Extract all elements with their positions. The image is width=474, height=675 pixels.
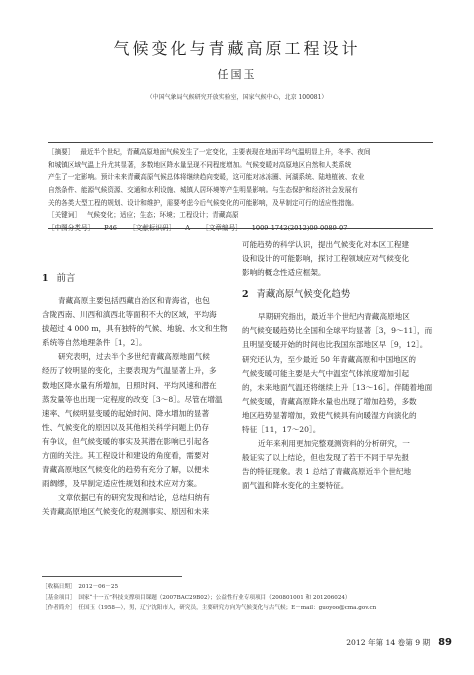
text-line: 系统等自然地理条件［1，2］。 [42, 338, 147, 348]
footnote-received: ［收稿日期］ 2012－06－25 [42, 584, 119, 590]
author-name: 任国玉 [217, 68, 257, 81]
text-line: 文章依据已有的研究发现和结论，总结归纳有 [58, 493, 210, 503]
section-1-number: 1 [42, 273, 49, 284]
text-line: 设和设计的可能影响，探讨工程领域应对气候变化 [242, 254, 410, 264]
abstract-text: 最近半个世纪，青藏高原地面气候发生了一定变化，主要表现在地面平均气温明显上升，冬季、夜间 [80, 148, 371, 156]
right-column [242, 238, 433, 494]
keywords-text: 气候变化；适应；生态；环境；工程设计；青藏高原 [86, 211, 239, 220]
text-line: 地区趋势显著增加，致使气候具有向暖湿方向演化的 [242, 410, 417, 420]
section-2-number: 2 [242, 289, 249, 301]
text-line: 告的特征现象。表 1 总结了青藏高原近半个世纪地 [242, 467, 412, 477]
abstract-top-rule [48, 142, 433, 143]
text-line: 性、气候变化的原因以及其他相关科学问题上仍存 [42, 422, 210, 432]
text-line: 有争议，但气候变暖的事实及其潜在影响已引起各 [42, 436, 210, 446]
keywords-label: ［关键词］ [48, 211, 81, 220]
text-line: 气候变暖可能主要是大气中温室气体浓度增加引起 [242, 368, 410, 378]
text-line: 的气候变暖趋势比全国和全球平均显著［3，9～11］，而 [242, 326, 433, 336]
footnote-rule [42, 576, 182, 577]
text-line: 蒸发量等也出现一定程度的改变［3～8］。尽管在增温 [42, 394, 223, 404]
text-line: 经历了较明显的变化，主要表现为气温显著上升，多 [42, 366, 217, 376]
abstract-label: ［摘要］ [48, 148, 75, 156]
text-line: 数地区降水量有所增加，日照时间、平均风速和潜在 [42, 380, 217, 390]
article-number-label: ［文章编号］ [202, 224, 242, 233]
clc-value: P46 [104, 224, 117, 233]
text-line: 研究还认为，至少最近 50 年青藏高原和中国地区的 [242, 354, 416, 364]
text-line: 般证实了以上结论，但也发现了若干不同于早先报 [242, 453, 410, 463]
keywords-line [48, 209, 433, 222]
section-1-paragraph [42, 294, 233, 350]
text-line: 且明显变暖开始的时间也比我国东部地区早［9，12］。 [242, 340, 428, 350]
left-column [42, 238, 233, 520]
text-line: 含陇西南、川西和滇西北等面积不大的区域，平均海 [42, 310, 217, 320]
footnotes [42, 582, 442, 614]
clc-label: ［中图分类号］ [48, 224, 95, 233]
text-line: 速率、气候明显变暖的起始时间、降水增加的显著 [42, 408, 210, 418]
page-footer [346, 637, 452, 648]
abstract-bottom-rule [48, 228, 433, 229]
article-title: 气候变化与青藏高原工程设计 [113, 39, 361, 58]
footnote-author-bio: ［作者简介］ 任国玉（1958—），男，辽宁沈阳市人，研究员，主要研究方向为气候变化与古气候；E－mail：guoyoo@cma.gov.cn [42, 605, 377, 612]
text-line: 研究表明，过去半个多世纪青藏高原地面气候 [58, 352, 210, 362]
section-2-heading [242, 284, 433, 306]
abstract-block [48, 146, 433, 235]
abstract-line: 关的各类大型工程的规划、设计和维护，需要考虑今后气候变化的可能影响，及早制定可行的适应性措施。 [48, 198, 358, 207]
doc-code-value: A [185, 224, 191, 233]
page-number: 89 [438, 637, 452, 648]
section-1-heading [42, 268, 233, 290]
doc-code-label: ［文献标识码］ [129, 224, 176, 233]
text-line: 青藏高原地区气候变化的趋势有充分了解，以便未 [42, 465, 210, 475]
article-number-value: 1009-1742(2012)09-0089-07 [251, 224, 348, 233]
author-affiliation: （中国气象局气候研究开放实验室，国家气候中心，北京 100081） [146, 94, 328, 101]
abstract-line: 和城镇区域气温上升尤其显著，多数地区降水量呈现不同程度增加。气候变暖对高原地区自然和人类系统 [48, 160, 352, 169]
text-line: 关青藏高原地区气候变化的观测事实、原因和未来 [42, 507, 210, 517]
abstract-line: 产生了一定影响。预计未来青藏高原气候总体将继续趋向变暖，这可能对冰冻圈、河湖系统、陆地植被、农业 [48, 173, 365, 182]
section-1-paragraph [42, 491, 233, 519]
text-line: 的，未来地面气温还将继续上升［13～16］。伴随着地面 [242, 382, 433, 392]
text-line: 面气温和降水变化的主要特征。 [242, 481, 349, 491]
section-2-paragraph [242, 437, 433, 493]
section-1-paragraph [42, 350, 233, 491]
text-line: 早期研究指出，最近半个世纪内青藏高原地区 [258, 312, 410, 322]
text-line: 雨绸缪，及早制定适应性规划和技术应对方案。 [42, 479, 202, 489]
abstract-line [48, 146, 433, 159]
section-2-paragraph [242, 310, 433, 437]
text-line: 近年来利用更加完整观测资料的分析研究，一 [258, 439, 410, 449]
text-line: 拔超过 4 000 m，具有独特的气候、地貌、水文和生物 [42, 324, 228, 334]
text-line: 气候变暖，青藏高原降水量也出现了增加趋势，多数 [242, 396, 417, 406]
section-1-continuation [242, 238, 433, 280]
text-line: 可能趋势的科学认识，提出气候变化对本区工程建 [242, 240, 410, 249]
text-line: 青藏高原主要包括西藏自治区和青海省，也包 [58, 296, 210, 305]
section-1-title: 前言 [56, 273, 76, 284]
text-line: 方面的关注。其工程设计和建设的角度看，需要对 [42, 451, 210, 461]
text-line: 影响的概念性适应框架。 [242, 268, 326, 278]
abstract-line: 自然条件、能源气候资源、交通和水利设施、城镇人居环境等产生明显影响。与生态保护和经济社会发展有 [48, 186, 358, 195]
text-line: 特征［11，17～20］。 [242, 425, 321, 435]
section-2-title: 青藏高原气候变化趋势 [256, 289, 351, 301]
issue-info: 2012 年第 14 卷第 9 期 [346, 638, 431, 647]
footnote-funding: ［基金项目］ 国家“十一五”科技支撑项目课题（2007BAC29B02）；公益性行业专项项目（200801001 和 201206024） [42, 594, 351, 601]
